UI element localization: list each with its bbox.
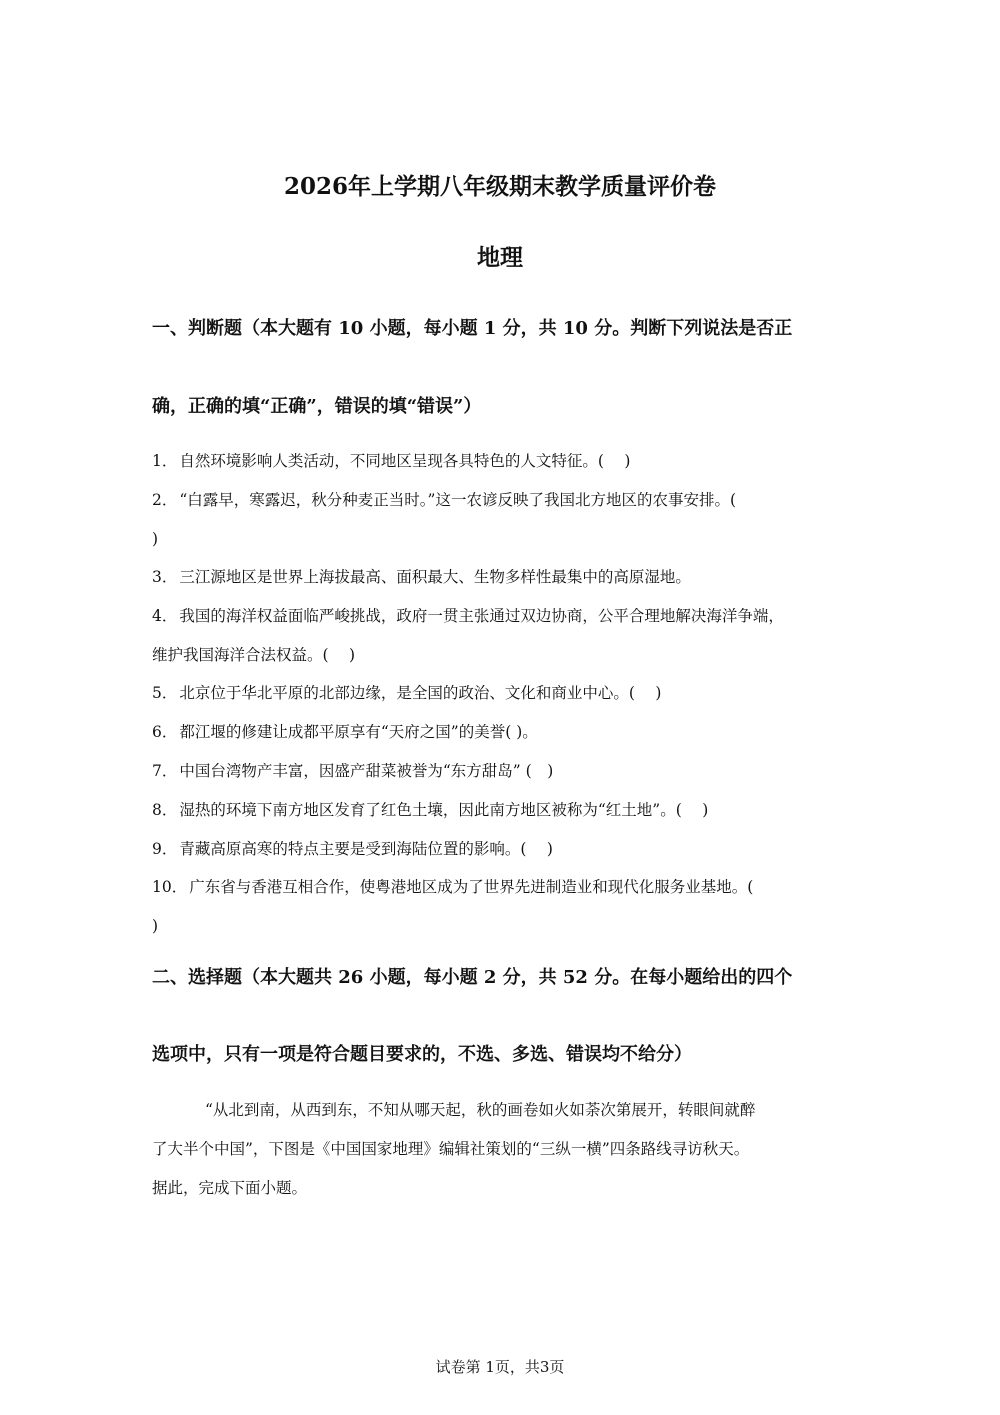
subject-title: 地理 bbox=[477, 244, 523, 271]
question-text: “白露早，寒露迟，秋分种麦正当时。”这一农谚反映了我国北方地区的农事安排。( bbox=[179, 491, 737, 509]
question-7 bbox=[152, 760, 872, 782]
question-4 bbox=[152, 605, 872, 627]
question-text: 我国的海洋权益面临严峻挑战，政府一贯主张通过双边协商，公平合理地解决海洋争端， bbox=[179, 607, 784, 625]
question-text: 北京位于华北平原的北部边缘，是全国的政治、文化和商业中心。( ) bbox=[179, 684, 662, 702]
question-3 bbox=[152, 566, 872, 588]
question-number: 8． bbox=[152, 801, 178, 819]
page-footer: 试卷第 1页，共3页 bbox=[435, 1358, 565, 1376]
question-number: 7． bbox=[152, 762, 178, 780]
question-2-continuation: ) bbox=[152, 530, 159, 548]
question-text: 湿热的环境下南方地区发育了红色土壤，因此南方地区被称为“红土地”。( ) bbox=[179, 801, 709, 819]
question-4-continuation: 维护我国海洋合法权益。( ) bbox=[152, 646, 356, 664]
passage-line-3: 据此，完成下面小题。 bbox=[152, 1179, 308, 1197]
question-number: 10． bbox=[152, 878, 188, 896]
question-6 bbox=[152, 721, 872, 743]
question-text: 中国台湾物产丰富，因盛产甜菜被誉为“东方甜岛” ( ) bbox=[179, 762, 554, 780]
question-text: 青藏高原高寒的特点主要是受到海陆位置的影响。( ) bbox=[179, 840, 553, 858]
question-10 bbox=[152, 876, 872, 898]
exam-title: 2026年上学期八年级期末教学质量评价卷 bbox=[283, 173, 716, 200]
passage-line-1: “从北到南，从西到东，不知从哪天起，秋的画卷如火如荼次第展开，转眼间就醉 bbox=[205, 1101, 756, 1119]
question-text: 三江源地区是世界上海拔最高、面积最大、生物多样性最集中的高原湿地。 bbox=[179, 568, 691, 586]
question-number: 6． bbox=[152, 723, 178, 741]
question-5 bbox=[152, 682, 872, 704]
section1-heading-line2: 确，正确的填“正确”，错误的填“错误”） bbox=[152, 396, 482, 417]
question-number: 5． bbox=[152, 684, 178, 702]
question-number: 3． bbox=[152, 568, 178, 586]
section2-heading-line2: 选项中，只有一项是符合题目要求的，不选、多选、错误均不给分） bbox=[152, 1044, 692, 1065]
question-number: 1． bbox=[152, 452, 178, 470]
section2-heading-line1: 二、选择题（本大题共 26 小题，每小题 2 分，共 52 分。在每小题给出的四个 bbox=[152, 967, 793, 988]
passage-line-2: 了大半个中国”，下图是《中国国家地理》编辑社策划的“三纵一横”四条路线寻访秋天。 bbox=[152, 1140, 750, 1158]
question-number: 4． bbox=[152, 607, 178, 625]
question-1 bbox=[152, 450, 872, 472]
question-text: 广东省与香港互相合作，使粤港地区成为了世界先进制造业和现代化服务业基地。( bbox=[189, 878, 754, 896]
question-9 bbox=[152, 838, 872, 860]
question-number: 9． bbox=[152, 840, 178, 858]
question-text: 都江堰的修建让成都平原享有“天府之国”的美誉( )。 bbox=[179, 723, 538, 741]
question-text: 自然环境影响人类活动，不同地区呈现各具特色的人文特征。( ) bbox=[179, 452, 631, 470]
question-10-continuation: ) bbox=[152, 917, 159, 935]
section1-heading-line1: 一、判断题（本大题有 10 小题，每小题 1 分，共 10 分。判断下列说法是否正 bbox=[152, 318, 793, 339]
question-8 bbox=[152, 799, 872, 821]
question-number: 2． bbox=[152, 491, 178, 509]
question-2 bbox=[152, 489, 872, 511]
